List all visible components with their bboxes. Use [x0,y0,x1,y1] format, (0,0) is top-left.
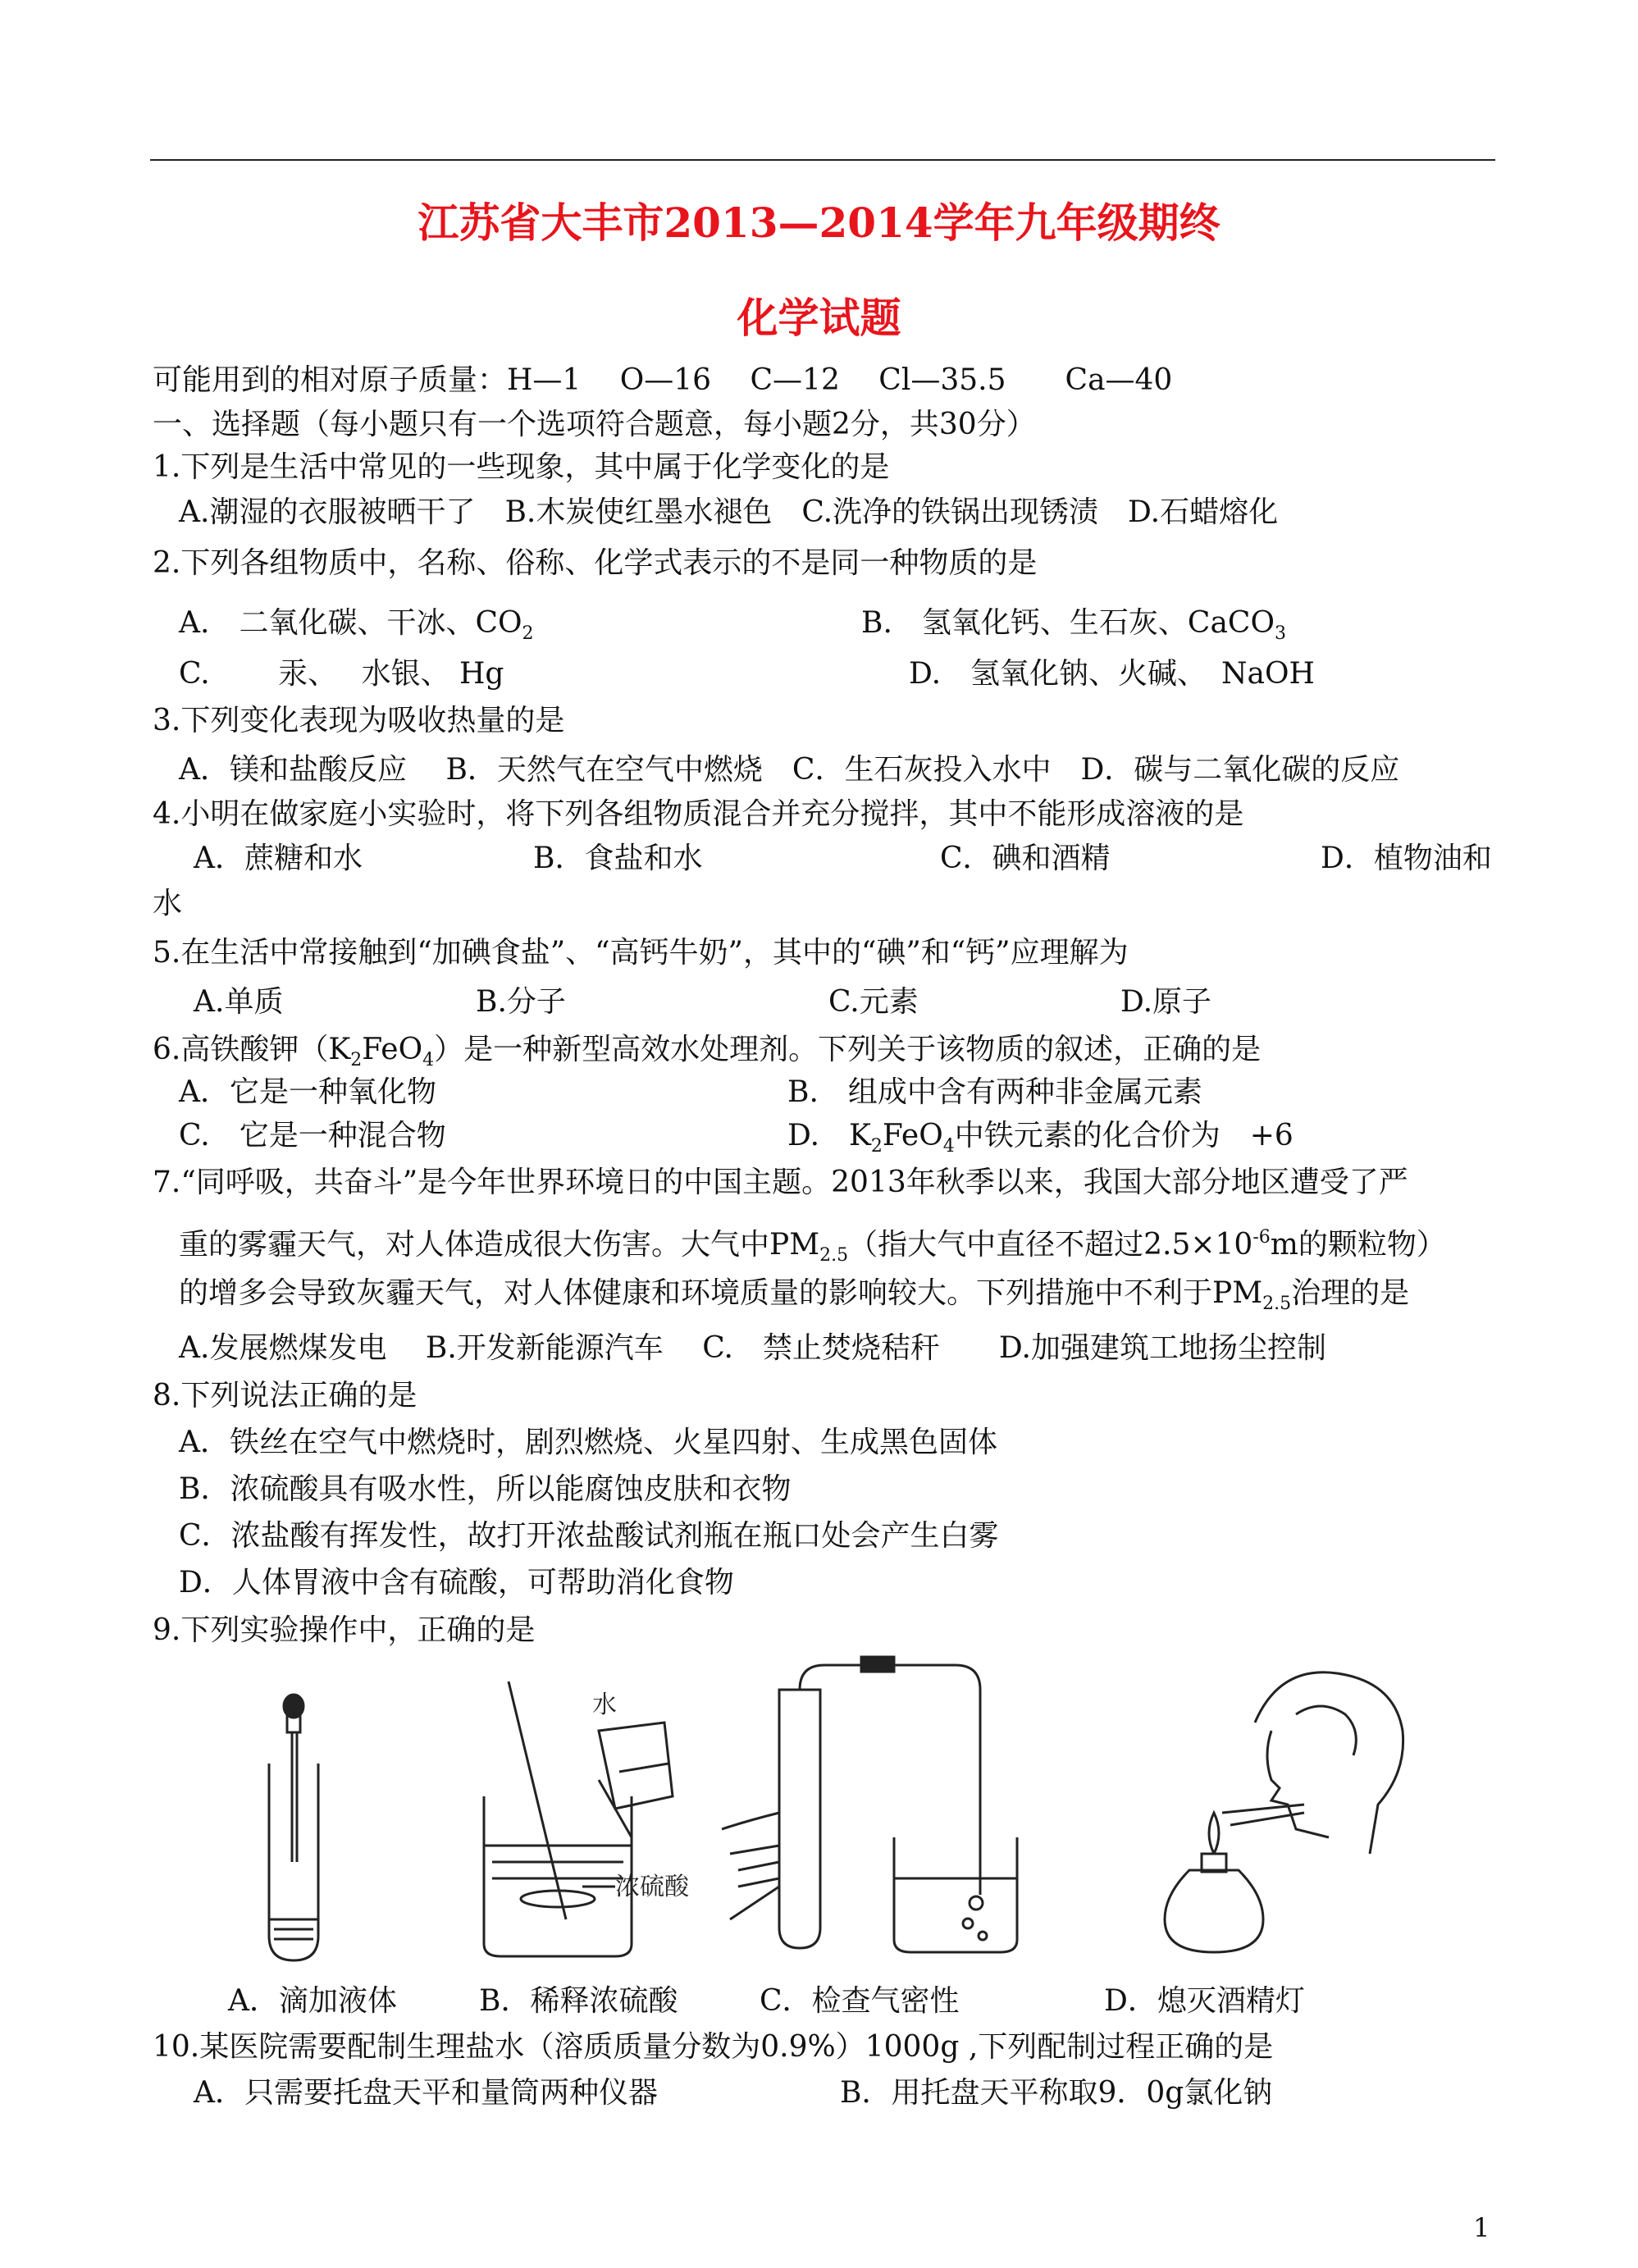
page-subtitle: 化学试题 [737,294,901,342]
water-label: 水 [592,1691,617,1719]
dropper-test-tube-figure [246,1690,344,1969]
page-number: 1 [1473,2212,1490,2243]
q5-option-c: C.元素 [828,985,919,1019]
q5-option-a: A.单质 [194,985,284,1019]
q1-stem: 1.下列是生活中常见的一些现象，其中属于化学变化的是 [153,450,890,484]
section-heading: 一、选择题（每小题只有一个选项符合题意，每小题2分，共30分） [153,408,1036,441]
page-title: 江苏省大丰市2013—2014学年九年级期终 [417,199,1221,247]
q6-option-a: A．它是一种氧化物 [179,1075,436,1109]
q8-option-d: D．人体胃液中含有硫酸，可帮助消化食物 [179,1566,734,1599]
q2-option-a: A. 二氧化碳、干冰、$CO_2$ [179,606,534,644]
q10-option-b: B．用托盘天平称取9．0g氯化钠 [840,2076,1273,2110]
q7-line-3: 的增多会导致灰霾天气，对人体健康和环境质量的影响较大。下列措施中不利于$PM_{2.5}$治理的是 [179,1276,1410,1314]
q7-line-1: 7.“同呼吸，共奋斗”是今年世界环境日的中国主题。2013年秋季以来，我国大部分地区遭受了严 [153,1166,1408,1199]
q9-option-d: D．熄灭酒精灯 [1104,1984,1305,2018]
q4-stem: 4.小明在做家庭小实验时，将下列各组物质混合并充分搅拌，其中不能形成溶液的是 [153,797,1244,831]
q9-option-c: C．检查气密性 [760,1984,960,2018]
q4-option-a: A．蔗糖和水 [194,842,363,875]
q1-options: A.潮湿的衣服被晒干了 B.木炭使红墨水褪色 C.洗净的铁锅出现锈渍 D.石蜡熔化 [179,495,1279,529]
airtightness-figure [722,1657,1017,1969]
q2-stem: 2.下列各组物质中，名称、俗称、化学式表示的不是同一种物质的是 [153,546,1038,580]
atomic-masses: 可能用到的相对原子质量：H—1 O—16 C—12 Cl—35.5 Ca—40 [153,363,1173,397]
q5-option-b: B.分子 [476,985,566,1019]
q2-option-b: B. 氢氧化钙、生石灰、CaCO$_3$ [861,606,1286,644]
q5-option-d: D.原子 [1120,985,1212,1019]
q8-stem: 8.下列说法正确的是 [153,1379,417,1412]
alcohol-lamp-figure [1132,1665,1460,1969]
q9-option-a: A．滴加液体 [228,1984,397,2018]
q3-options: A．镁和盐酸反应 B．天然气在空气中燃烧 C．生石灰投入水中 D．碳与二氧化碳的反应 [179,753,1400,787]
q5-stem: 5.在生活中常接触到“加碘食盐”、“高钙牛奶”，其中的“碘”和“钙”应理解为 [153,936,1129,970]
dilution-figure [476,1673,722,1969]
q6-option-c: C. 它是一种混合物 [179,1119,446,1152]
q4-option-c: C．碘和酒精 [940,842,1111,875]
q7-options: A.发展燃煤发电 B.开发新能源汽车 C. 禁止焚烧秸秆 D.加强建筑工地扬尘控制 [179,1331,1326,1365]
header-rule [150,159,1495,161]
q4-option-d-continued: 水 [153,887,183,920]
q10-stem: 10.某医院需要配制生理盐水（溶质质量分数为0.9%）1000g ,下列配制过程正确的是 [153,2030,1274,2064]
q2-option-d: D. 氢氧化钠、火碱、 NaOH [909,657,1315,691]
q8-option-c: C．浓盐酸有挥发性，故打开浓盐酸试剂瓶在瓶口处会产生白雾 [179,1519,999,1553]
q6-stem: 6.高铁酸钾$(K_2FeO_4)$是一种新型高效水处理剂。下列关于该物质的叙述，正确的是 [153,1033,1262,1070]
q3-stem: 3.下列变化表现为吸收热量的是 [153,704,565,737]
q2-option-c: C. 汞、 水银、 Hg [179,657,504,691]
q6-option-b: B. 组成中含有两种非金属元素 [787,1075,1202,1109]
q8-option-b: B．浓硫酸具有吸水性，所以能腐蚀皮肤和衣物 [179,1472,792,1506]
q7-line-2: 重的雾霾天气，对人体造成很大伤害。大气中$PM_{2.5}$（指大气中直径不超过$2.5\times 10^{-6}m$的颗粒物） [179,1227,1446,1266]
q9-option-b: B．稀释浓硫酸 [479,1984,678,2018]
q4-option-d: D．植物油和 [1321,842,1492,875]
q10-option-a: A．只需要托盘天平和量筒两种仪器 [194,2076,658,2110]
q9-stem: 9.下列实验操作中，正确的是 [153,1613,536,1647]
acid-label: 浓硫酸 [615,1873,689,1901]
q4-option-b: B．食盐和水 [533,842,703,875]
q8-option-a: A．铁丝在空气中燃烧时，剧烈燃烧、火星四射、生成黑色固体 [179,1426,997,1459]
q6-option-d: D. $K_2FeO_4$中铁元素的化合价为 +6 [787,1119,1294,1157]
